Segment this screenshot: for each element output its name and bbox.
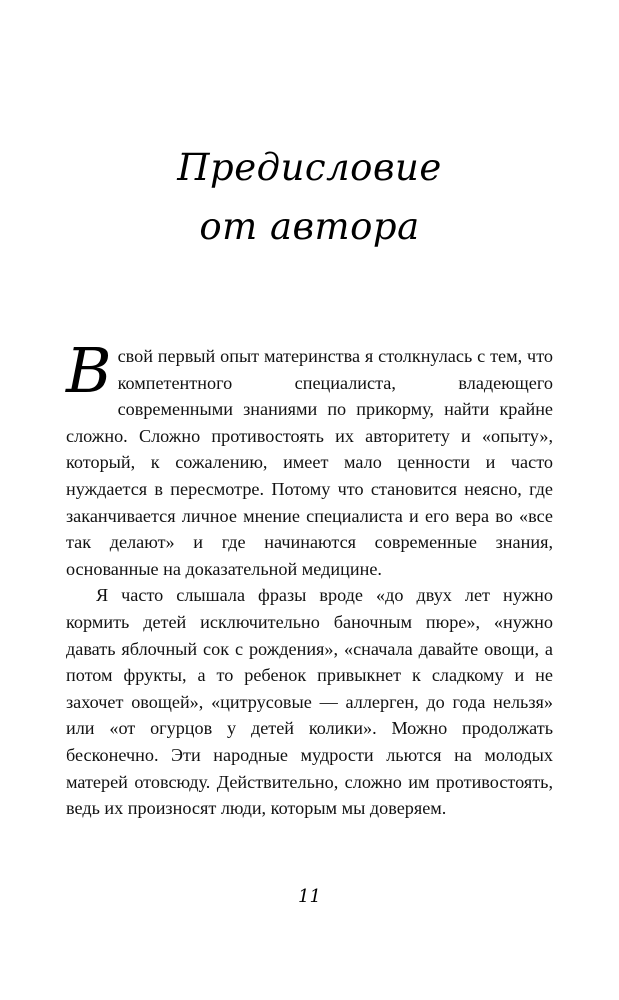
chapter-title-line-1: Предисловие	[177, 146, 442, 189]
paragraph-1	[66, 334, 553, 582]
chapter-body	[66, 334, 553, 822]
paragraph-1-text: свой первый опыт материнства я столкнулась с тем, что компетентного специалиста, владеющего современными знаниями по прикорму, найти крайне сложно. Сложно противостоять их авторитету и «опыту», который, к сожалению, имеет мало ценности и часто нуждается в пересмотре. Потому что становится неясно, где заканчивается личное мнение специалиста и его вера во «все так делают» и где начинаются современные знания, основанные на доказательной медицине.	[66, 346, 553, 579]
page-number: 11	[298, 886, 321, 907]
paragraph-2: Я часто слышала фразы вроде «до двух лет нужно кормить детей исключительно баночным пюре», «нужно давать яблочный сок с рождения», «сначала давайте овощи, а потом фрукты, а то ребенок привыкнет к сладкому и не захочет овощей», «цитрусовые — аллерген, до года нельзя» или «от огурцов у детей колики». Можно продолжать бесконечно. Эти народные мудрости льются на молодых матерей отовсюду. Действительно, сложно им противостоять, ведь их произносят люди, которым мы доверяем.	[66, 585, 553, 819]
drop-cap: В	[66, 334, 112, 407]
chapter-title-line-2: от автора	[199, 205, 420, 248]
